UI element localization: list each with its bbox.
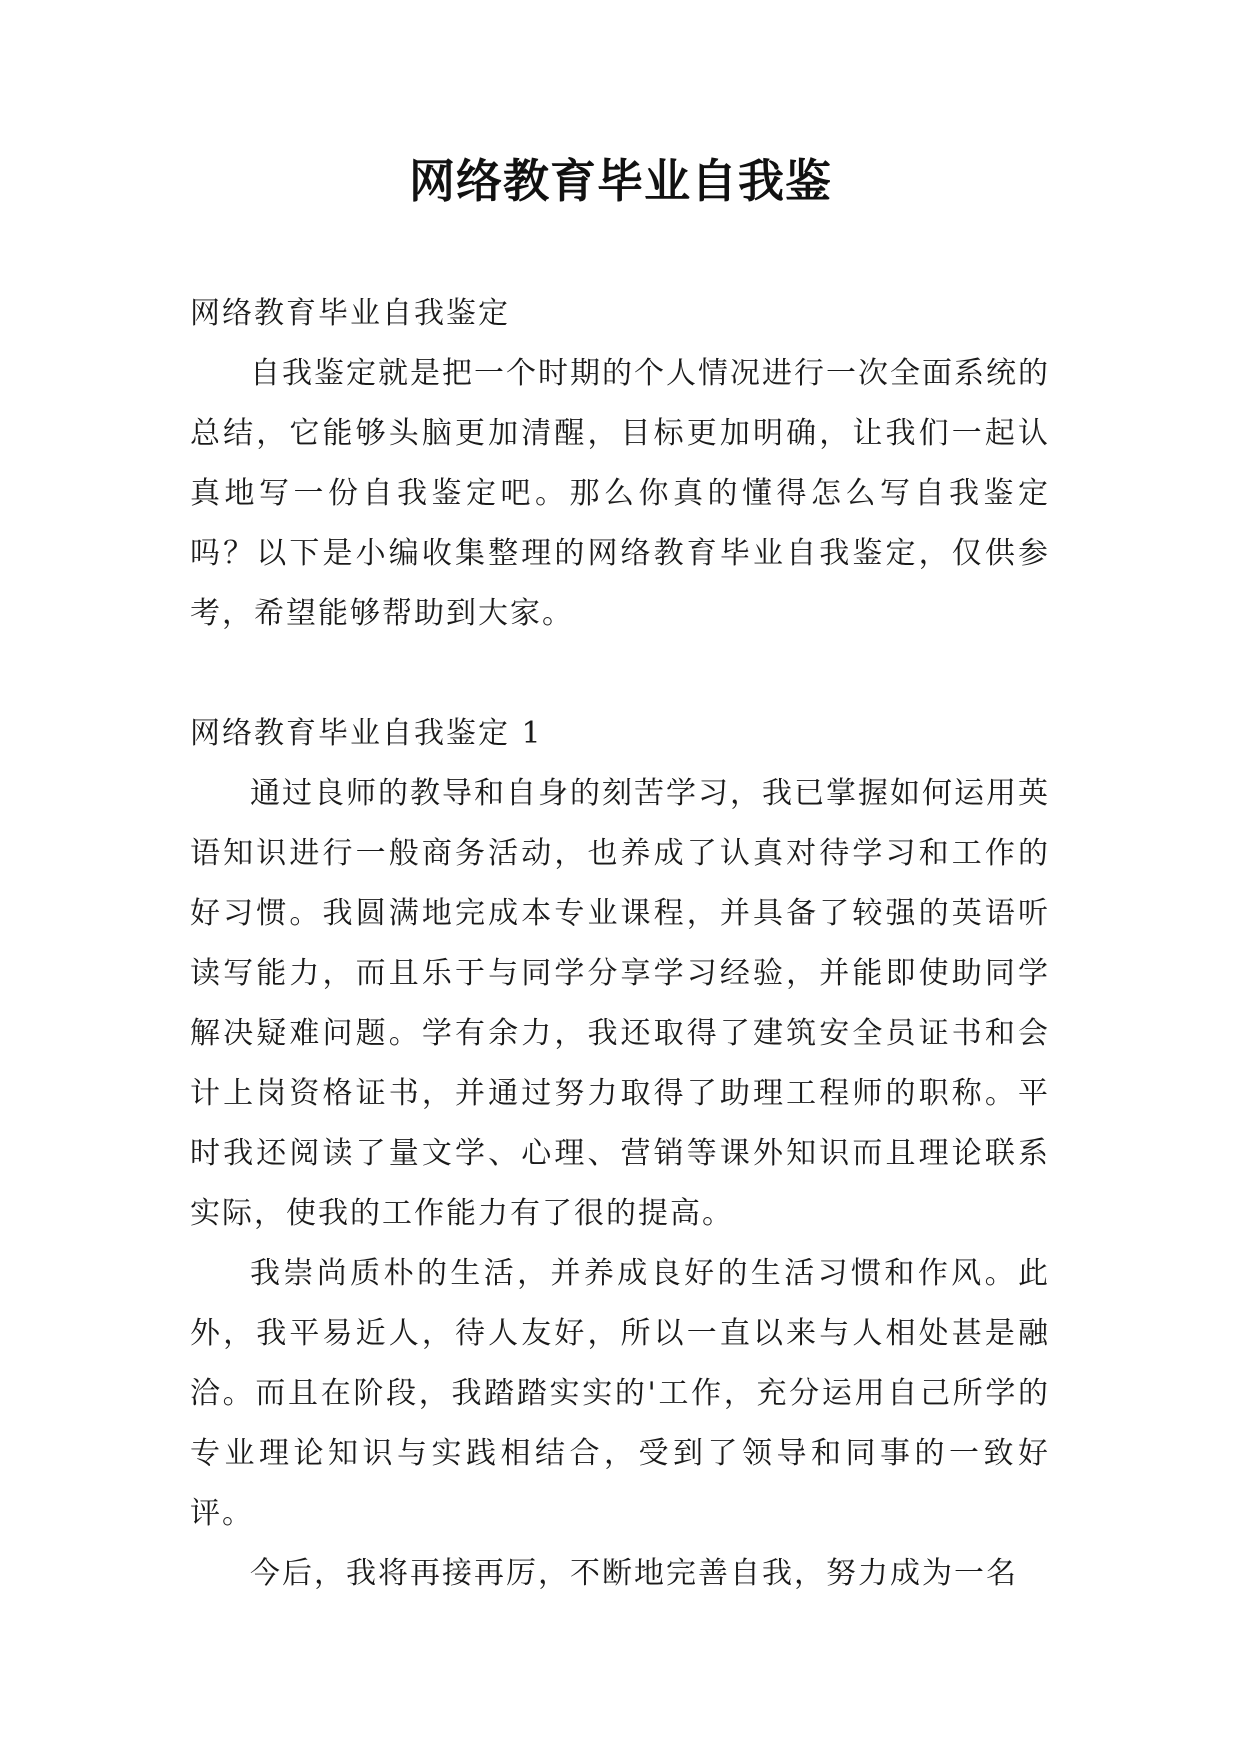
section-spacer xyxy=(190,644,1050,704)
section1-paragraph: 今后，我将再接再厉，不断地完善自我，努力成为一名 xyxy=(250,1556,1018,1591)
document-body xyxy=(190,284,1050,1604)
intro-paragraph: 自我鉴定就是把一个时期的个人情况进行一次全面系统的总结，它能够头脑更加清醒，目标更加明确，让我们一起认真地写一份自我鉴定吧。那么你真的懂得怎么写自我鉴定吗？以下是小编收集整理的网络教育毕业自我鉴定，仅供参考，希望能够帮助到大家。 xyxy=(190,356,1050,631)
document-title: 网络教育毕业自我鉴 xyxy=(409,154,832,208)
section1-heading: 网络教育毕业自我鉴定 1 xyxy=(190,716,543,751)
section1-paragraph: 通过良师的教导和自身的刻苦学习，我已掌握如何运用英语知识进行一般商务活动，也养成了认真对待学习和工作的好习惯。我圆满地完成本专业课程，并具备了较强的英语听读写能力，而且乐于与同学分享学习经验，并能即使助同学解决疑难问题。学有余力，我还取得了建筑安全员证书和会计上岗资格证书，并通过努力取得了助理工程师的职称。平时我还阅读了量文学、心理、营销等课外知识而且理论联系实际，使我的工作能力有了很的提高。 xyxy=(190,776,1050,1231)
intro-heading: 网络教育毕业自我鉴定 xyxy=(190,296,510,331)
section1-paragraph: 我崇尚质朴的生活，并养成良好的生活习惯和作风。此外，我平易近人，待人友好，所以一直以来与人相处甚是融洽。而且在阶段，我踏踏实实的'工作，充分运用自己所学的专业理论知识与实践相结合，受到了领导和同事的一致好评。 xyxy=(190,1256,1050,1531)
